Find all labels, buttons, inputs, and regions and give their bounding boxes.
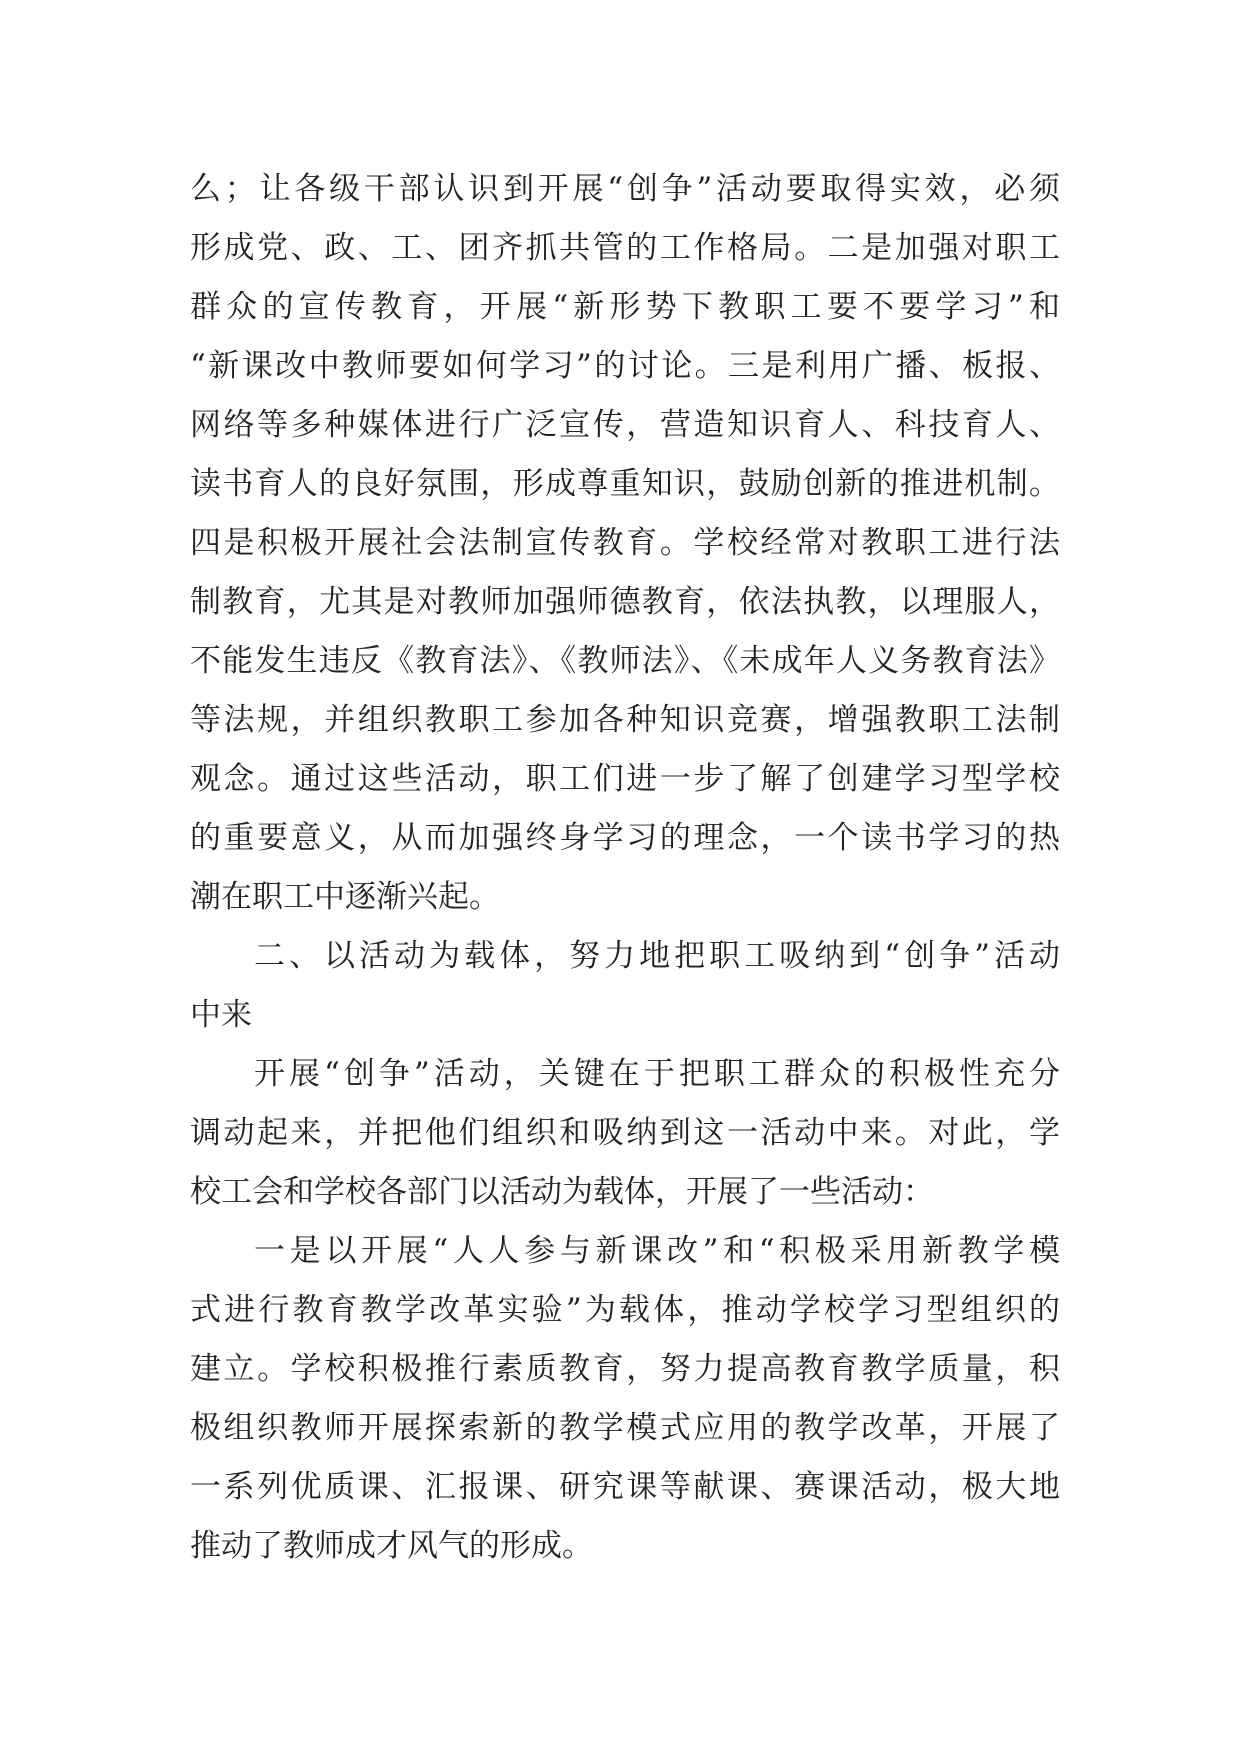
paragraph-line: 么；让各级干部认识到开展“创争”活动要取得实效，必须: [190, 171, 1060, 207]
paragraph-line: 读书育人的良好氛围，形成尊重知识，鼓励创新的推进机制。: [190, 466, 1060, 502]
paragraph-line: 的重要意义，从而加强终身学习的理念，一个读书学习的热: [190, 820, 1060, 856]
paragraph-line: 不能发生违反《教育法》、《教师法》、《未成年人义务教育法》: [190, 643, 1060, 679]
paragraph-line: 观念。通过这些活动，职工们进一步了解了创建学习型学校: [190, 761, 1060, 797]
paragraph-line: 一系列优质课、汇报课、研究课等献课、赛课活动，极大地: [190, 1469, 1060, 1505]
paragraph-line: 一是以开展“人人参与新课改”和“积极采用新教学模: [254, 1233, 1060, 1269]
section-heading-line: 二、以活动为载体，努力地把职工吸纳到“创争”活动: [254, 938, 1060, 974]
paragraph-line: 式进行教育教学改革实验”为载体，推动学校学习型组织的: [190, 1292, 1060, 1328]
paragraph-line: 建立。学校积极推行素质教育，努力提高教育教学质量，积: [190, 1351, 1060, 1387]
paragraph-line: 开展“创争”活动，关键在于把职工群众的积极性充分: [254, 1056, 1060, 1092]
document-body: [190, 160, 1060, 1576]
paragraph-line: 等法规，并组织教职工参加各种知识竞赛，增强教职工法制: [190, 702, 1060, 738]
paragraph-line: 极组织教师开展探索新的教学模式应用的教学改革，开展了: [190, 1410, 1060, 1446]
paragraph-line: 网络等多种媒体进行广泛宣传，营造知识育人、科技育人、: [190, 407, 1060, 443]
paragraph-line: 推动了教师成才风气的形成。: [190, 1528, 593, 1564]
paragraph-line: 调动起来，并把他们组织和吸纳到这一活动中来。对此，学: [190, 1115, 1060, 1151]
paragraph-line: “新课改中教师要如何学习”的讨论。三是利用广播、板报、: [190, 348, 1060, 384]
paragraph-line: 制教育，尤其是对教师加强师德教育，依法执教，以理服人，: [190, 584, 1060, 620]
paragraph-line: 四是积极开展社会法制宣传教育。学校经常对教职工进行法: [190, 525, 1060, 561]
paragraph-line: 群众的宣传教育，开展“新形势下教职工要不要学习”和: [190, 289, 1060, 325]
paragraph-line: 形成党、政、工、团齐抓共管的工作格局。二是加强对职工: [190, 230, 1060, 266]
paragraph-line: 潮在职工中逐渐兴起。: [190, 879, 500, 915]
paragraph-line: 校工会和学校各部门以活动为载体，开展了一些活动：: [190, 1174, 934, 1210]
section-heading-line: 中来: [190, 997, 252, 1033]
